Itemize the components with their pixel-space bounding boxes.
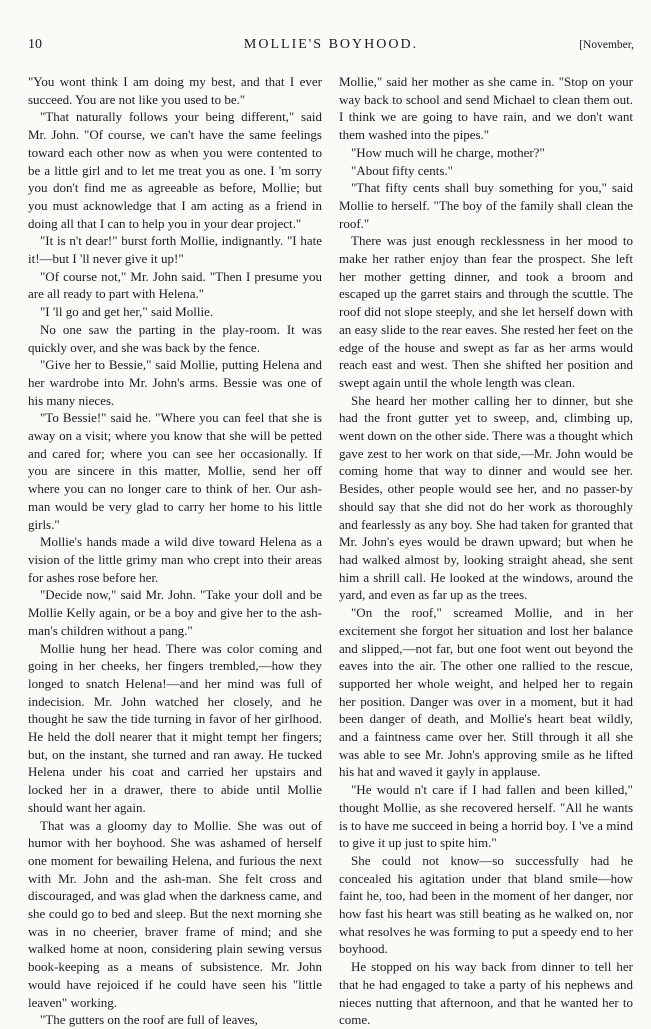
paragraph: Mollie hung her head. There was color coming and going in her cheeks, her fingers trembled,—how they longed to snatch Helena!—and her mind was full of indecision. Mr. John watched her closely, and he thought he saw the tide turning in favor of her girlhood. He held the doll nearer that it might tempt her fingers; but, on the instant, she turned and ran away. He tucked Helena under his coat and carried her upstairs and locked her in a drawer, there to abide until Mollie should want her again. <box>28 640 322 815</box>
paragraph: "I 'll go and get her," said Mollie. <box>40 304 214 320</box>
paragraph: Mollie's hands made a wild dive toward Helena as a vision of the little grimy man who crept into their areas for ashes rose before her. <box>28 534 322 585</box>
paragraph: There was just enough recklessness in her mood to make her rather enjoy than fear the prospect. She left her mother getting dinner, and took a broom and escaped up the garret stairs and through the scuttle. The roof did not slope steeply, and she let herself down with an easy slide to the rear eaves. She rested her feet on the edge of the house and swept as far as her arms would reach east and west. Then she shifted her position and swept again until the whole length was clean. <box>339 233 633 390</box>
paragraph: "You wont think I am doing my best, and that I ever succeed. You are not like you used to be." <box>28 74 322 107</box>
paragraph: "About fifty cents." <box>351 162 453 178</box>
page-number: 10 <box>28 37 42 52</box>
paragraph: "Give her to Bessie," said Mollie, putting Helena and her wardrobe into Mr. John's arms. Bessie was one of his many nieces. <box>28 357 322 408</box>
paragraph: That was a gloomy day to Mollie. She was out of humor with her boyhood. She was ashamed of herself one moment for bewailing Helena, and furious the next with Mr. John and the ash-man. She felt cross and discouraged, and was glad when the darkness came, and she could go to bed and sleep. But the next morning she was in no cheerier, braver frame of mind; and she walked home at noon, considering plain sewing versus book-keeping as a means of subsistence. Mr. John would have rejoiced if he could have seen his "little leaven" working. <box>28 817 322 1010</box>
paragraph: No one saw the parting in the play-room. It was quickly over, and she was back by the fence. <box>28 321 322 355</box>
right-column <box>339 73 633 1029</box>
paragraph: "To Bessie!" said he. "Where you can feel that she is away on a visit; where you know that she will be petted and cared for; where you can see her occasionally. If you are sincere in this matter, Mollie, send her off where you can no longer care to think of her. Our ash-man would be very glad to carry her home to his little girls." <box>28 410 322 532</box>
paragraph: "That naturally follows your being different," said Mr. John. "Of course, we can't have the same feelings toward each other now as when you were contented to be a little girl and to let me treat you as one. I 'm sorry you don't find me as agreeable as before, Mollie; but you must acknowledge that I am acting as a friend in doing all that I can to help you in your dear project." <box>28 109 322 231</box>
running-title: MOLLIE'S BOYHOOD. <box>243 37 419 52</box>
running-header <box>28 36 634 54</box>
paragraph: Mollie," said her mother as she came in. "Stop on your way back to school and send Michael to clean them out. I think we are going to have rain, and we don't want them washed into the pipes." <box>339 74 633 143</box>
issue-month: [November, <box>579 39 634 51</box>
left-column <box>28 73 322 1029</box>
paragraph: He stopped on his way back from dinner to tell her that he had engaged to take a party of his nephews and nieces nutting that afternoon, and that he wanted her to come. <box>339 959 633 1028</box>
paragraph: "How much will he charge, mother?" <box>351 144 545 160</box>
paragraph: "It is n't dear!" burst forth Mollie, indignantly. "I hate it!—but I 'll never give it up!" <box>28 233 322 267</box>
paragraph: "Decide now," said Mr. John. "Take your doll and be Mollie Kelly again, or be a boy and give her to the ash-man's children without a pang." <box>28 587 322 638</box>
paragraph: She heard her mother calling her to dinner, but she had the front gutter yet to sweep, and, climbing up, went down on the other side. There was a thought which gave zest to her work on that side,—Mr. John would be coming home that way to dinner and would see her. Besides, other people would see her, and no passer-by should say that she did not do her work as thoroughly and fearlessly as any boy. She had taken for granted that Mr. John's eyes would be drawn upward; but when he had walked almost by, looking straight ahead, she sent him a shrill call. He looked at the windows, around the yard, and even as far up as the trees. <box>339 392 633 603</box>
paragraph: "He would n't care if I had fallen and been killed," thought Mollie, as she recovered herself. "All he wants is to have me succeed in being a horrid boy. I 've a mind to give it up just to spite him." <box>339 782 633 851</box>
paragraph: "That fifty cents shall buy something for you," said Mollie to herself. "The boy of the family shall clean the roof." <box>339 180 633 231</box>
paragraph: "Of course not," Mr. John said. "Then I presume you are all ready to part with Helena." <box>28 268 322 302</box>
paragraph: "The gutters on the roof are full of leaves, <box>40 1012 258 1028</box>
paragraph: She could not know—so successfully had he concealed his agitation under that bland smile—how faint he, too, had been in the moment of her danger, nor how fast his heart was still beating as he walked on, nor what resolves he was forming to put a speedy end to her boyhood. <box>339 852 633 957</box>
paragraph: "On the roof," screamed Mollie, and in her excitement she forgot her situation and lost her balance and slipped,—not far, but one foot went out beyond the eaves into the air. The other one rallied to the rescue, supported her whole weight, and helped her to regain her position. Danger was over in a moment, but it had been danger of death, and Mollie's heart beat wildly, and a faintness came over her. Still through it all she was able to see Mr. John's approving smile as he lifted his hat and waved it gayly in applause. <box>339 605 633 780</box>
